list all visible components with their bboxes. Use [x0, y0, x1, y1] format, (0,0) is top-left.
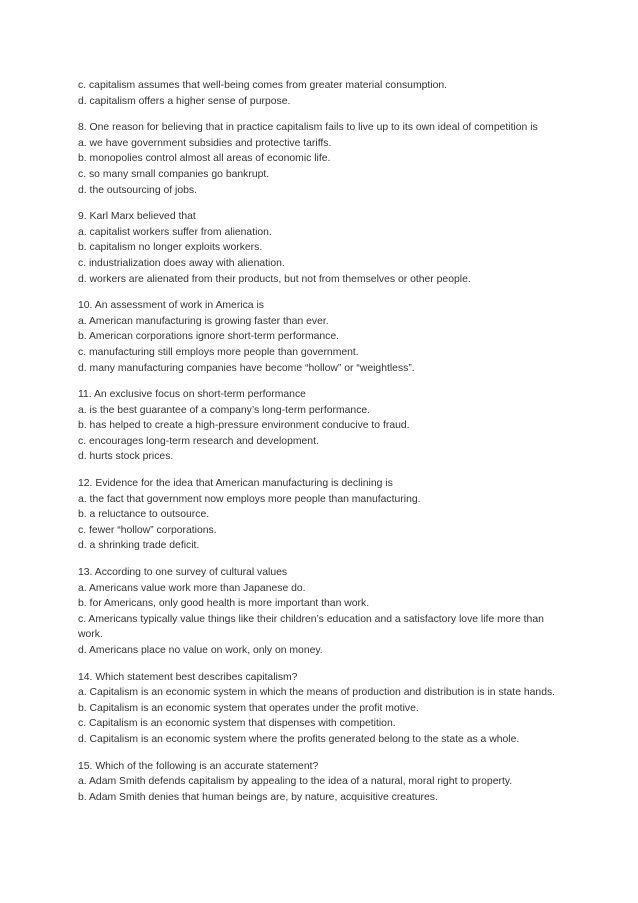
- question-12: [78, 476, 570, 554]
- question-stem: 11. An exclusive focus on short-term performance: [78, 389, 306, 401]
- question-stem: 10. An assessment of work in America is: [78, 300, 264, 312]
- answer-option: b. capitalism no longer exploits workers.: [78, 242, 263, 254]
- question-10: [78, 298, 570, 376]
- answer-option: d. hurts stock prices.: [78, 451, 174, 463]
- answer-option: b. Adam Smith denies that human beings are, by nature, acquisitive creatures.: [78, 791, 438, 803]
- question-13: [78, 565, 570, 659]
- answer-option: d. workers are alienated from their products, but not from themselves or other people.: [78, 273, 471, 285]
- answer-option: b. monopolies control almost all areas of economic life.: [78, 153, 331, 165]
- document-page: [78, 78, 570, 805]
- answer-option: a. Capitalism is an economic system in which the means of production and distribution is in state hands.: [78, 687, 556, 699]
- answer-option: a. we have government subsidies and protective tariffs.: [78, 137, 332, 149]
- question-stem: 9. Karl Marx believed that: [78, 211, 196, 223]
- answer-option: d. Capitalism is an economic system where the profits generated belong to the state as a whole.: [78, 733, 520, 745]
- answer-option: c. manufacturing still employs more people than government.: [78, 346, 359, 358]
- answer-option: a. the fact that government now employs more people than manufacturing.: [78, 493, 421, 505]
- answer-option: b. a reluctance to outsource.: [78, 509, 210, 521]
- answer-option: c. capitalism assumes that well-being comes from greater material consumption.: [78, 80, 448, 91]
- question-9: [78, 209, 570, 287]
- answer-option: c. encourages long-term research and development.: [78, 435, 319, 447]
- answer-option: c. fewer “hollow” corporations.: [78, 524, 217, 536]
- answer-option: c. Americans typically value things like their children’s education and a satisfactory love life more than work.: [78, 613, 544, 641]
- question-stem: 14. Which statement best describes capitalism?: [78, 671, 298, 683]
- question-stem: 8. One reason for believing that in practice capitalism fails to live up to its own ideal of competition is: [78, 122, 538, 134]
- question-11: [78, 387, 570, 465]
- answer-option: d. a shrinking trade deficit.: [78, 540, 200, 552]
- answer-option: c. Capitalism is an economic system that dispenses with competition.: [78, 718, 396, 730]
- answer-option: b. for Americans, only good health is more important than work.: [78, 598, 370, 610]
- answer-option: a. capitalist workers suffer from alienation.: [78, 226, 272, 238]
- answer-option: b. has helped to create a high-pressure environment conducive to fraud.: [78, 420, 410, 432]
- question-stem: 15. Which of the following is an accurate statement?: [78, 760, 319, 772]
- question-8: [78, 120, 570, 198]
- answer-option: b. Capitalism is an economic system that operates under the profit motive.: [78, 702, 419, 714]
- question-stem: 13. According to one survey of cultural values: [78, 567, 288, 579]
- answer-option: d. capitalism offers a higher sense of purpose.: [78, 95, 291, 107]
- answer-option: d. the outsourcing of jobs.: [78, 184, 197, 196]
- answer-option: c. industrialization does away with alienation.: [78, 257, 285, 269]
- answer-option: a. American manufacturing is growing faster than ever.: [78, 315, 329, 327]
- answer-option: a. is the best guarantee of a company’s long-term performance.: [78, 404, 371, 416]
- question-14: [78, 670, 570, 748]
- question-stem: 12. Evidence for the idea that American manufacturing is declining is: [78, 478, 393, 490]
- answer-option: b. American corporations ignore short-term performance.: [78, 331, 340, 343]
- answer-option: d. Americans place no value on work, only on money.: [78, 645, 323, 656]
- answer-option: d. many manufacturing companies have become “hollow” or “weightless”.: [78, 362, 415, 374]
- answer-option: a. Americans value work more than Japanese do.: [78, 582, 306, 594]
- answer-option: c. so many small companies go bankrupt.: [78, 168, 270, 180]
- answer-option: a. Adam Smith defends capitalism by appealing to the idea of a natural, moral right to property.: [78, 776, 513, 788]
- question-15: [78, 759, 570, 806]
- question-continuation: [78, 78, 570, 109]
